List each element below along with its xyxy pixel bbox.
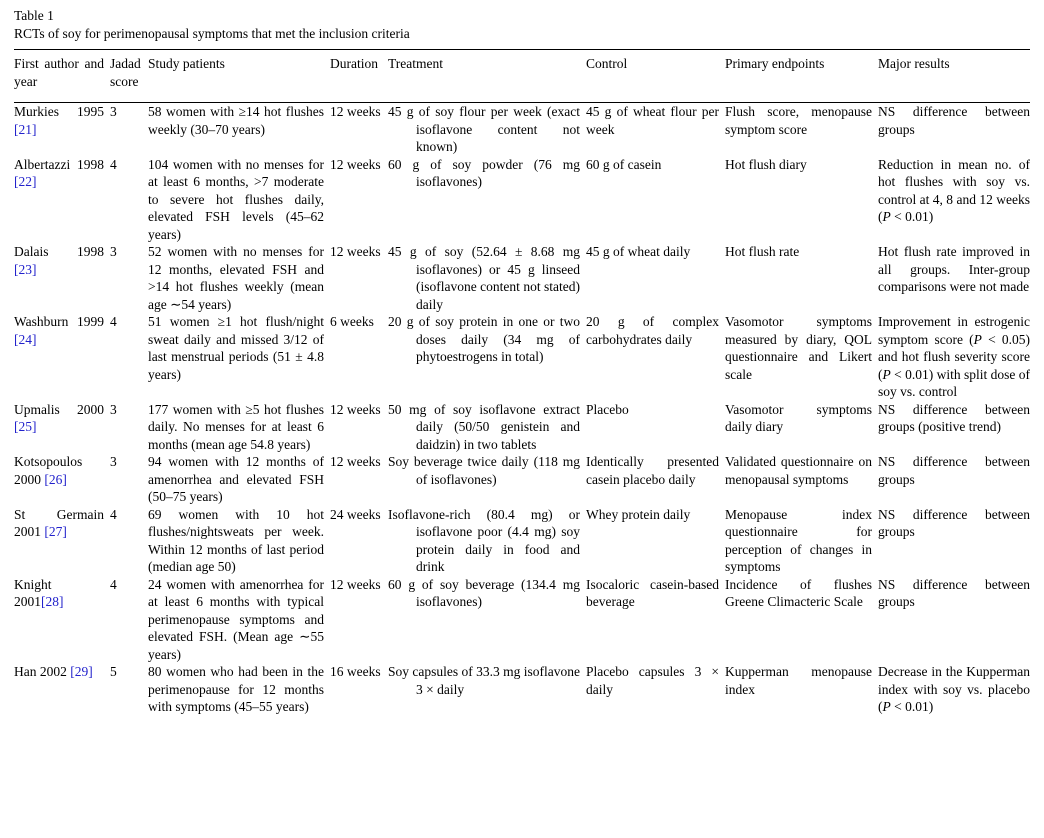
- cell-primary-endpoints: Hot flush rate: [725, 244, 800, 259]
- cell-treatment: Isoflavone-rich (80.4 mg) or isoflavone poor (4.4 mg) soy protein daily in food and drink: [388, 506, 580, 574]
- cell-author: [14, 453, 110, 506]
- cell-jadad-score: 4: [110, 576, 117, 592]
- cell-treatment: 45 g of soy flour per week (exact isoflavone content not known): [388, 104, 580, 154]
- cell-study-patients: 177 women with ≥5 hot flushes daily. No menses for at least 6 months (mean age 54.8 years): [148, 401, 324, 452]
- reference-link[interactable]: [29]: [70, 664, 93, 679]
- cell-duration: 12 weeks: [330, 576, 381, 592]
- reference-link[interactable]: [24]: [14, 331, 37, 347]
- cell-duration: 16 weeks: [330, 664, 381, 679]
- author-name: St Germain 2001: [14, 506, 104, 539]
- table-row: [14, 313, 1030, 401]
- cell-study-patients: 52 women with no menses for 12 months, elevated FSH and >14 hot flushes weekly (mean age ∼54 years): [148, 244, 324, 312]
- table-row: [14, 401, 1030, 454]
- table-row: [14, 243, 1030, 313]
- cell-treatment: 50 mg of soy isoflavone extract daily (50/50 genistein and daidzin) in two tablets: [388, 401, 580, 452]
- table-row: [14, 663, 1030, 716]
- cell-author: [14, 401, 110, 454]
- col-header-major-results: Major results: [878, 56, 950, 71]
- table-label: Table 1: [14, 8, 54, 23]
- author-name: Knight 2001: [14, 576, 52, 609]
- cell-study-patients: 24 women with amenorrhea for at least 6 months with typical perimenopause symptoms and elevated FSH. (Mean age ∼55 years): [148, 576, 324, 662]
- cell-major-results: Improvement in estrogenic symptom score (P < 0.05) and hot flush severity score (P < 0.01) with split dose of soy vs. control: [878, 314, 1030, 399]
- cell-treatment: 60 g of soy beverage (134.4 mg isoflavones): [388, 576, 580, 609]
- cell-jadad-score: 4: [110, 314, 117, 329]
- cell-author: [14, 313, 110, 401]
- author-name: Murkies 1995: [14, 104, 104, 119]
- cell-major-results: NS difference between groups: [878, 104, 1030, 137]
- cell-jadad-score: 4: [110, 156, 117, 172]
- table-row: [14, 453, 1030, 506]
- cell-control: 60 g of casein: [586, 156, 662, 172]
- table-caption-text: RCTs of soy for perimenopausal symptoms that met the inclusion criteria: [14, 25, 410, 41]
- author-name: Albertazzi 1998: [14, 156, 104, 172]
- cell-jadad-score: 3: [110, 244, 117, 259]
- table-row: [14, 156, 1030, 244]
- cell-major-results: NS difference between groups (positive trend): [878, 401, 1030, 434]
- cell-major-results: Reduction in mean no. of hot flushes with soy vs. control at 4, 8 and 12 weeks (P < 0.01): [878, 156, 1030, 224]
- table-body: [14, 103, 1030, 716]
- author-name: Kotsopoulos 2000: [14, 454, 83, 487]
- cell-duration: 12 weeks: [330, 244, 381, 259]
- cell-author: [14, 576, 110, 664]
- cell-major-results: Hot flush rate improved in all groups. Inter-group comparisons were not made: [878, 244, 1030, 294]
- cell-study-patients: 58 women with ≥14 hot flushes weekly (30–70 years): [148, 104, 324, 137]
- col-header-jadad-score: Jadad score: [110, 56, 141, 89]
- author-name: Dalais 1998: [14, 244, 104, 259]
- cell-treatment: Soy beverage twice daily (118 mg of isoflavones): [388, 454, 580, 487]
- reference-link[interactable]: [26]: [44, 471, 67, 487]
- cell-control: Whey protein daily: [586, 506, 691, 522]
- cell-study-patients: 51 women ≥1 hot flush/night sweat daily and missed 3/12 of last menstrual periods (51 ± 4.8 years): [148, 314, 324, 382]
- cell-primary-endpoints: Incidence of flushes Greene Climacteric Scale: [725, 576, 872, 609]
- cell-control: 45 g of wheat flour per week: [586, 104, 719, 137]
- cell-duration: 6 weeks: [330, 314, 374, 329]
- cell-duration: 24 weeks: [330, 506, 381, 522]
- table-row: [14, 506, 1030, 576]
- cell-primary-endpoints: Vasomotor symptoms measured by diary, QOL questionnaire and Likert scale: [725, 314, 872, 382]
- reference-link[interactable]: [25]: [14, 419, 37, 434]
- cell-author: [14, 243, 110, 313]
- cell-author: [14, 156, 110, 244]
- cell-study-patients: 94 women with 12 months of amenorrhea and elevated FSH (50–75 years): [148, 454, 324, 504]
- author-name: Washburn 1999: [14, 314, 104, 329]
- cell-primary-endpoints: Menopause index questionnaire for perception of changes in symptoms: [725, 506, 872, 574]
- cell-jadad-score: 4: [110, 506, 117, 522]
- cell-major-results: NS difference between groups: [878, 454, 1030, 487]
- cell-major-results: NS difference between groups: [878, 506, 1030, 539]
- cell-jadad-score: 3: [110, 454, 117, 469]
- cell-study-patients: 104 women with no menses for at least 6 months, >7 moderate to severe hot flushes daily, elevated FSH levels (45–62 years): [148, 156, 324, 242]
- cell-control: Placebo: [586, 401, 629, 417]
- cell-study-patients: 69 women with 10 hot flushes/nightsweats per week. Within 12 months of last period (median age 50): [148, 506, 324, 574]
- cell-control: 20 g of complex carbohydrates daily: [586, 314, 719, 347]
- cell-control: Placebo capsules 3 × daily: [586, 664, 719, 697]
- col-header-control: Control: [586, 56, 628, 71]
- cell-control: Identically presented casein placebo daily: [586, 454, 719, 487]
- cell-treatment: Soy capsules of 33.3 mg isoflavone 3 × daily: [388, 664, 580, 697]
- col-header-duration: Duration: [330, 56, 378, 71]
- table-caption-block: [14, 7, 1030, 42]
- cell-duration: 12 weeks: [330, 401, 381, 417]
- cell-major-results: Decrease in the Kupperman index with soy vs. placebo (P < 0.01): [878, 664, 1030, 714]
- cell-author: [14, 663, 110, 716]
- cell-author: [14, 506, 110, 576]
- cell-primary-endpoints: Hot flush diary: [725, 156, 807, 172]
- header-row: [14, 50, 1030, 103]
- cell-author: [14, 103, 110, 156]
- col-header-primary-endpoints: Primary endpoints: [725, 56, 825, 71]
- author-name: Upmalis 2000: [14, 401, 104, 417]
- cell-study-patients: 80 women who had been in the perimenopause for 12 months with symptoms (45–55 years): [148, 664, 324, 714]
- reference-link[interactable]: [28]: [41, 594, 64, 609]
- rct-table: [14, 49, 1030, 716]
- table-row: [14, 103, 1030, 156]
- cell-jadad-score: 3: [110, 104, 117, 119]
- cell-duration: 12 weeks: [330, 454, 381, 469]
- cell-treatment: 45 g of soy (52.64 ± 8.68 mg isoflavones) or 45 g linseed (isoflavone content not stated) daily: [388, 244, 580, 312]
- cell-duration: 12 weeks: [330, 156, 381, 172]
- reference-link[interactable]: [23]: [14, 261, 37, 277]
- cell-major-results: NS difference between groups: [878, 576, 1030, 609]
- col-header-treatment: Treatment: [388, 56, 443, 71]
- cell-treatment: 20 g of soy protein in one or two doses daily (34 mg of phytoestrogens in total): [388, 314, 580, 364]
- cell-primary-endpoints: Validated questionnaire on menopausal symptoms: [725, 454, 872, 487]
- cell-primary-endpoints: Kupperman menopause index: [725, 664, 872, 697]
- cell-control: Isocaloric casein-based beverage: [586, 576, 719, 609]
- reference-link[interactable]: [22]: [14, 174, 37, 189]
- author-name: Han 2002: [14, 664, 67, 679]
- reference-link[interactable]: [21]: [14, 121, 37, 137]
- cell-primary-endpoints: Flush score, menopause symptom score: [725, 104, 872, 137]
- cell-primary-endpoints: Vasomotor symptoms daily diary: [725, 401, 872, 434]
- cell-jadad-score: 3: [110, 401, 117, 417]
- cell-jadad-score: 5: [110, 664, 117, 679]
- cell-duration: 12 weeks: [330, 104, 381, 119]
- reference-link[interactable]: [27]: [44, 524, 67, 539]
- table-header: [14, 50, 1030, 103]
- cell-treatment: 60 g of soy powder (76 mg isoflavones): [388, 156, 580, 189]
- col-header-author: First author and year: [14, 56, 104, 89]
- cell-control: 45 g of wheat daily: [586, 244, 691, 259]
- col-header-study-patients: Study patients: [148, 56, 225, 71]
- table-row: [14, 576, 1030, 664]
